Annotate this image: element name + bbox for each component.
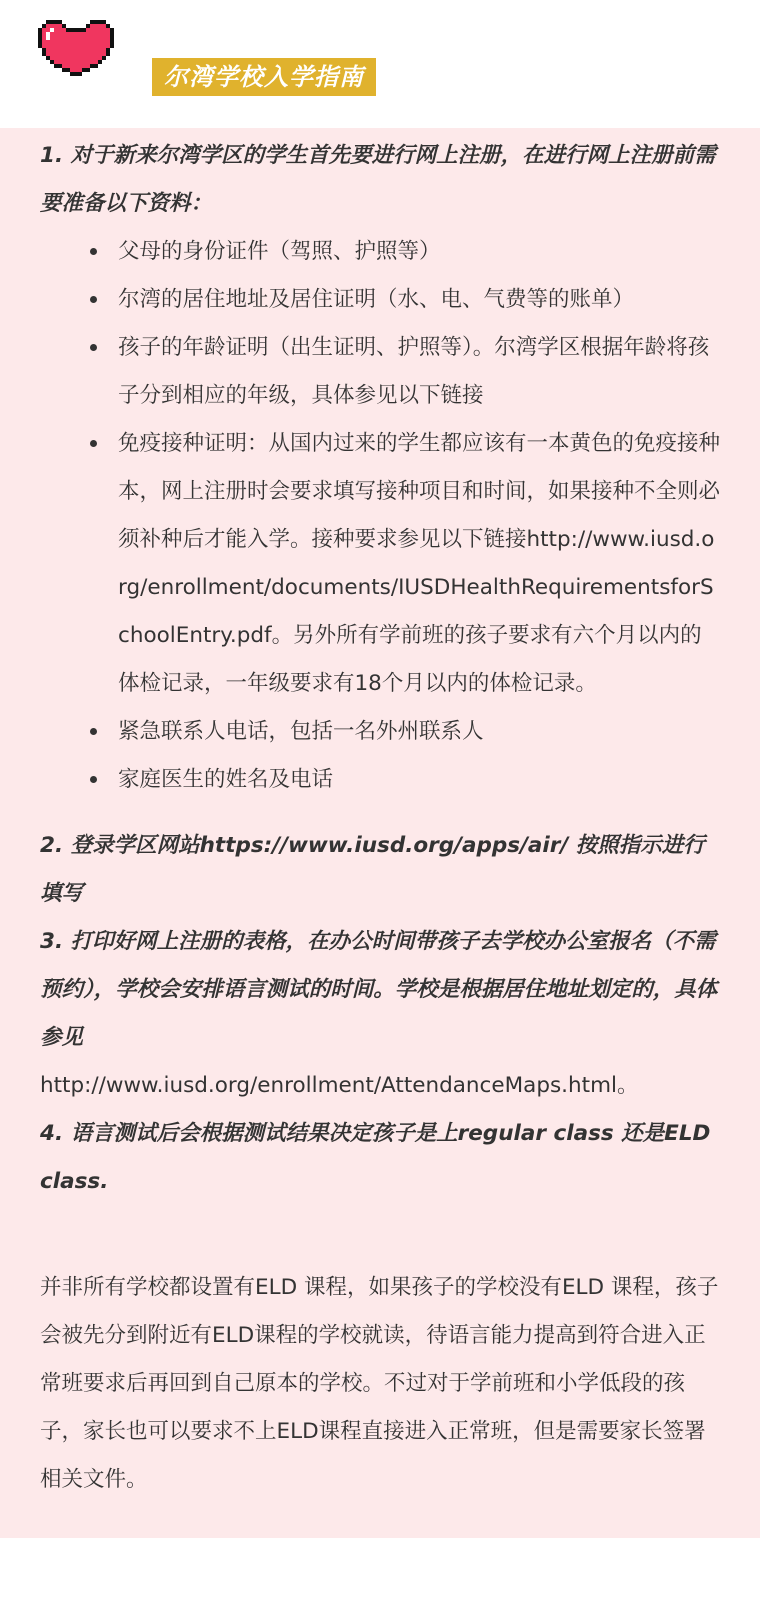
list-item: 尔湾的居住地址及居住证明（水、电、气费等的账单）	[118, 276, 720, 324]
attendance-maps-link[interactable]: http://www.iusd.org/enrollment/AttendanceMaps.html。	[40, 1073, 639, 1098]
spacer	[40, 804, 720, 822]
list-item: 孩子的年龄证明（出生证明、护照等）。尔湾学区根据年龄将孩子分到相应的年级，具体参见以下链接	[118, 324, 720, 420]
guide-content	[0, 128, 760, 1538]
list-item: 免疫接种证明：从国内过来的学生都应该有一本黄色的免疫接种本，网上注册时会要求填写接种项目和时间，如果接种不全则必须补种后才能入学。接种要求参见以下链接http://www.iusd.org/enrollment/documents/IUSDHealthRequirementsforSchoolEntry.pdf。另外所有学前班的孩子要求有六个月以内的体检记录，一年级要求有18个月以内的体检记录。	[118, 420, 720, 708]
list-item: 紧急联系人电话，包括一名外州联系人	[118, 708, 720, 756]
list-item: 父母的身份证件（驾照、护照等）	[118, 228, 720, 276]
list-item: 家庭医生的姓名及电话	[118, 756, 720, 804]
eld-note: 并非所有学校都设置有ELD 课程，如果孩子的学校没有ELD 课程，孩子会被先分到附近有ELD课程的学校就读，待语言能力提高到符合进入正常班要求后再回到自己原本的学校。不过对于学前班和小学低段的孩子，家长也可以要求不上ELD课程直接进入正常班，但是需要家长签署相关文件。	[40, 1275, 719, 1492]
page-header	[0, 0, 760, 128]
page-title: 尔湾学校入学指南	[152, 58, 376, 96]
heart-icon	[38, 20, 114, 84]
required-documents-list	[40, 228, 720, 804]
spacer	[40, 1206, 720, 1264]
step-3: 3. 打印好网上注册的表格，在办公时间带孩子去学校办公室报名（不需预约），学校会安排语言测试的时间。学校是根据居住地址划定的，具体参见	[40, 929, 718, 1050]
step-1-heading: 1. 对于新来尔湾学区的学生首先要进行网上注册，在进行网上注册前需要准备以下资料：	[40, 143, 716, 216]
step-2: 2. 登录学区网站https://www.iusd.org/apps/air/ 按照指示进行填写	[40, 833, 705, 906]
step-4: 4. 语言测试后会根据测试结果决定孩子是上regular class 还是ELD class.	[40, 1121, 711, 1194]
